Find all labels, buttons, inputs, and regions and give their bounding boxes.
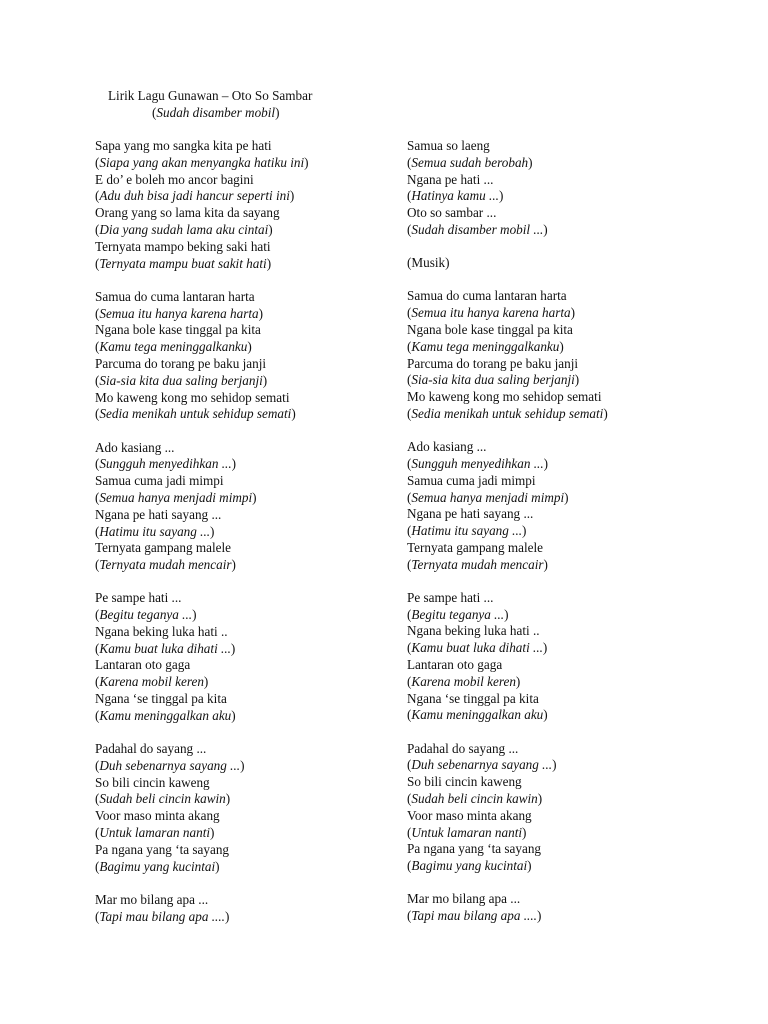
lyric-line: Ngana pe hati sayang ... <box>95 506 222 522</box>
translation-line: ( Kamu tega meninggalkanku ) <box>95 339 425 356</box>
lyric-line: Parcuma do torang pe baku janji <box>407 355 579 371</box>
translation-line: ( Kamu meninggalkan aku ) <box>407 707 737 724</box>
lyric-line: (Musik) <box>407 255 450 271</box>
lyric-line: Mar mo bilang apa ... <box>407 891 521 907</box>
translation-line: ( Sia-sia kita dua saling berjanji ) <box>407 372 737 389</box>
lyric-line: Voor maso minta akang <box>95 808 220 824</box>
lyric-line: Sapa yang mo sangka kita pe hati <box>95 138 272 153</box>
lyric-line: Ado kasiang ... <box>407 439 487 455</box>
lyric-line: Samua cuma jadi mimpi <box>95 473 224 489</box>
translation-line: ( Semua sudah berobah ) <box>407 155 737 172</box>
translation-line: ( Duh sebenarnya sayang ... ) <box>407 757 737 774</box>
stanza <box>407 439 737 573</box>
stanza <box>407 590 737 724</box>
stanza <box>95 741 425 875</box>
stanza <box>407 288 737 422</box>
stanza <box>95 892 425 926</box>
translation-line: ( Hatimu itu sayang ... ) <box>95 524 425 541</box>
stanza <box>95 289 425 423</box>
translation-line: ( Begitu teganya ... ) <box>407 607 737 624</box>
translation-line: ( Kamu tega meninggalkanku ) <box>407 339 737 356</box>
translation-line: ( Duh sebenarnya sayang ... ) <box>95 758 425 775</box>
lyric-line: E do’ e boleh mo ancor bagini <box>95 171 254 187</box>
lyric-line: Pe sampe hati ... <box>95 590 182 606</box>
translation-line: ( Bagimu yang kucintai ) <box>407 858 737 875</box>
lyric-line: Pe sampe hati ... <box>407 589 494 605</box>
translation-line: ( Untuk lamaran nanti ) <box>407 825 737 842</box>
lyric-line: Ngana beking luka hati .. <box>95 623 228 639</box>
lyric-line: Pa ngana yang ‘ta sayang <box>95 841 230 857</box>
translation-line: ( Semua itu hanya karena harta ) <box>95 306 425 323</box>
lyric-line: Ternyata mampo beking saki hati <box>95 238 271 254</box>
lyric-line: Ngana pe hati ... <box>407 171 494 187</box>
lyric-line: Padahal do sayang ... <box>95 741 207 757</box>
translation-line: ( Sungguh menyedihkan ... ) <box>407 456 737 473</box>
translation-line: ( Sudah beli cincin kawin ) <box>407 791 737 808</box>
translation-line: ( Sudah beli cincin kawin ) <box>95 791 425 808</box>
lyric-line: Mo kaweng kong mo sehidop semati <box>95 389 290 405</box>
translation-line: ( Begitu teganya ... ) <box>95 607 425 624</box>
lyric-line: Samua do cuma lantaran harta <box>407 288 567 304</box>
lyric-line: Samua do cuma lantaran harta <box>95 288 255 304</box>
lyric-line: Ado kasiang ... <box>95 439 175 455</box>
lyric-line: Ternyata gampang malele <box>407 539 544 555</box>
translation-line: ( Semua hanya menjadi mimpi ) <box>407 490 737 507</box>
translation-line: ( Bagimu yang kucintai ) <box>95 859 425 876</box>
stanza <box>95 138 425 272</box>
translation-line: ( Sia-sia kita dua saling berjanji ) <box>95 373 425 390</box>
lyrics-column-right <box>407 138 737 941</box>
translation-line: ( Tapi mau bilang apa .... ) <box>95 909 425 926</box>
translation-line: ( Karena mobil keren ) <box>407 674 737 691</box>
lyric-line: Ternyata gampang malele <box>95 540 232 556</box>
lyric-line: Ngana bole kase tinggal pa kita <box>95 322 261 338</box>
translation-line: ( Kamu buat luka dihati ... ) <box>407 640 737 657</box>
lyric-line: Samua cuma jadi mimpi <box>407 472 536 488</box>
translation-line: ( Adu duh bisa jadi hancur seperti ini ) <box>95 188 425 205</box>
stanza <box>95 590 425 724</box>
document-subtitle: (Sudah disamber mobil) <box>152 105 280 120</box>
translation-line: ( Hatimu itu sayang ... ) <box>407 523 737 540</box>
translation-line: ( Sedia menikah untuk sehidup semati ) <box>407 406 737 423</box>
translation-line: ( Semua hanya menjadi mimpi ) <box>95 490 425 507</box>
translation-line: ( Ternyata mampu buat sakit hati ) <box>95 256 425 273</box>
translation-line: ( Kamu meninggalkan aku ) <box>95 708 425 725</box>
translation-line: ( Sungguh menyedihkan ... ) <box>95 456 425 473</box>
lyric-line: Ngana pe hati sayang ... <box>407 506 534 522</box>
translation-line: ( Sedia menikah untuk sehidup semati ) <box>95 406 425 423</box>
translation-line: ( Ternyata mudah mencair ) <box>407 557 737 574</box>
lyric-line: Mo kaweng kong mo sehidop semati <box>407 389 602 405</box>
translation-line: ( Semua itu hanya karena harta ) <box>407 305 737 322</box>
document-title: Lirik Lagu Gunawan – Oto So Sambar <box>108 88 313 103</box>
translation-line: ( Untuk lamaran nanti ) <box>95 825 425 842</box>
translation-line: ( Dia yang sudah lama aku cintai ) <box>95 222 425 239</box>
subtitle-text: Sudah disamber mobil <box>156 105 276 120</box>
translation-line: ( Sudah disamber mobil ... ) <box>407 222 737 239</box>
lyric-line: So bili cincin kaweng <box>407 774 522 790</box>
lyric-line: Mar mo bilang apa ... <box>95 891 209 907</box>
lyric-line: Ngana bole kase tinggal pa kita <box>407 321 573 337</box>
lyric-line: Ngana beking luka hati .. <box>407 623 540 639</box>
stanza <box>407 891 737 925</box>
lyric-line: Parcuma do torang pe baku janji <box>95 355 267 371</box>
stanza <box>407 741 737 875</box>
lyric-line: Lantaran oto gaga <box>95 657 191 673</box>
lyric-line: Orang yang so lama kita da sayang <box>95 205 280 221</box>
stanza <box>407 255 737 272</box>
stanza <box>95 440 425 574</box>
stanza <box>407 138 737 239</box>
translation-line: ( Ternyata mudah mencair ) <box>95 557 425 574</box>
translation-line: ( Hatinya kamu ... ) <box>407 188 737 205</box>
lyric-line: Ngana ‘se tinggal pa kita <box>407 690 539 706</box>
lyric-line: Voor maso minta akang <box>407 807 532 823</box>
lyric-line: Oto so sambar ... <box>407 205 497 221</box>
lyric-line: Padahal do sayang ... <box>407 740 519 756</box>
translation-line: ( Karena mobil keren ) <box>95 674 425 691</box>
lyric-line: Samua so laeng <box>407 138 490 153</box>
lyric-line: Lantaran oto gaga <box>407 657 503 673</box>
lyrics-column-left <box>95 138 425 942</box>
lyric-line: Ngana ‘se tinggal pa kita <box>95 691 227 707</box>
lyric-line: Pa ngana yang ‘ta sayang <box>407 841 542 857</box>
lyric-line: So bili cincin kaweng <box>95 774 210 790</box>
translation-line: ( Siapa yang akan menyangka hatiku ini ) <box>95 155 425 172</box>
translation-line: ( Kamu buat luka dihati ... ) <box>95 641 425 658</box>
translation-line: ( Tapi mau bilang apa .... ) <box>407 908 737 925</box>
